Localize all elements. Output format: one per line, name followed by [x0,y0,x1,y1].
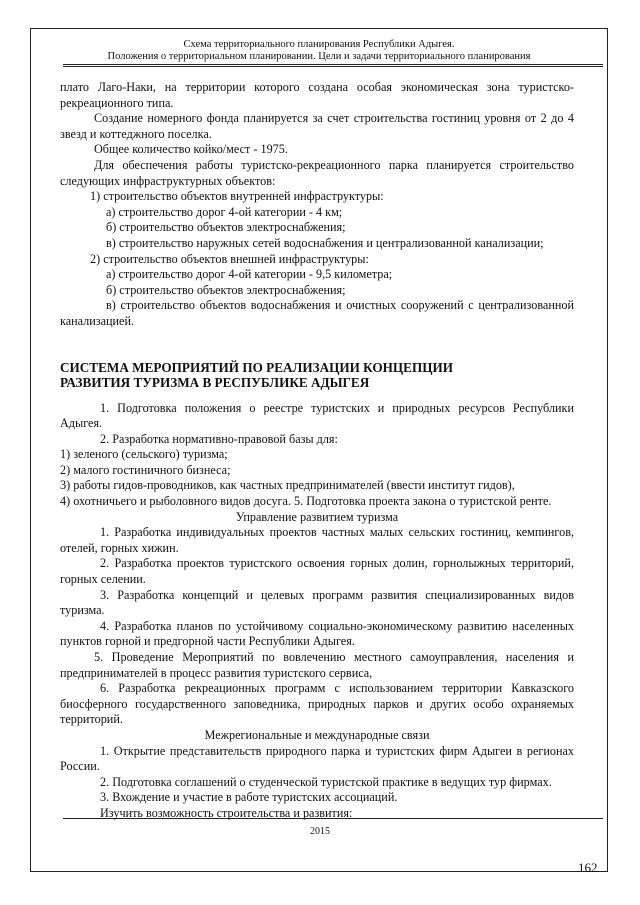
list-item: 3) работы гидов-проводников, как частных предпринимателей (ввести институт гидов), [60,478,515,493]
paragraph: Создание номерного фонда планируется за счет строительства гостиниц уровня от 2 до 4 звезд и коттеджного поселка. [60,111,574,141]
paragraph: 5. Проведение Мероприятий по вовлечению местного самоуправления, населения и предпринимателей в процесс развития туристского сервиса, [60,650,574,680]
paragraph: 6. Разработка рекреационных программ с использованием территории Кавказского биосферного государственного заповедника, природных парков и других особо охраняемых территорий. [60,681,574,727]
list-item: в) строительство объектов водоснабжения и очистных сооружений с централизованной канализацией. [60,298,574,328]
page-number: 162 [578,860,598,875]
list-item: 1) строительство объектов внутренней инфраструктуры: [90,189,384,204]
paragraph: 1. Подготовка положения о реестре туристских и природных ресурсов Республики Адыгея. [60,400,574,431]
list-item: 2) строительство объектов внешней инфраструктуры: [90,251,369,266]
list-item: в) строительство наружных сетей водоснабжения и централизованной канализации; [106,235,544,250]
list-item: 4) охотничьего и рыболовного видов досуга. 5. Подготовка проекта закона о туристской ренте. [60,494,552,509]
paragraph: Изучить возможность строительства и развития: [100,805,353,820]
list-item: б) строительство объектов электроснабжения; [106,220,346,235]
paragraph: 1. Разработка индивидуальных проектов частных малых сельских гостиниц, кемпингов, отелей, горных хижин. [60,525,574,555]
header-subtitle: Положения о территориальном планировании. Цели и задачи территориального планирования [107,51,531,62]
section-title-line1: СИСТЕМА МЕРОПРИЯТИЙ ПО РЕАЛИЗАЦИИ КОНЦЕПЦИИ [60,359,454,375]
footer-rule [63,818,603,819]
header-title: Схема территориального планирования Республики Адыгея. [183,39,455,50]
footer-year: 2015 [310,826,330,837]
list-item: 2) малого гостиничного бизнеса; [60,462,231,477]
subsection-title: Межрегиональные и международные связи [204,727,430,742]
paragraph: Общее количество койко/мест - 1975. [94,142,288,157]
paragraph: плато Лаго-Наки, на территории которого создана особая экономическая зона туристско-рекреационного типа. [60,80,574,110]
paragraph: 3. Вхождение и участие в работе туристских ассоциаций. [100,790,398,805]
section-title-line2: РАЗВИТИЯ ТУРИЗМА В РЕСПУБЛИКЕ АДЫГЕЯ [60,375,370,390]
subsection-title: Управление развитием туризма [235,509,399,524]
section-heading [60,360,574,391]
list-item: б) строительство объектов электроснабжения; [106,282,346,297]
list-item: а) строительство дорог 4-ой категории - 4 км; [106,204,343,219]
header-rule-top [63,64,603,65]
paragraph: 2. Разработка нормативно-правовой базы для: [100,431,338,446]
paragraph: 2. Подготовка соглашений о студенческой туристской практике в ведущих тур фирмах. [100,774,552,789]
paragraph: Для обеспечения работы туристско-рекреационного парка планируется строительство следующих инфраструктурных объектов: [60,157,574,188]
paragraph: 2. Разработка проектов туристского освоения горных долин, горнолыжных территорий, горных селении. [60,556,574,587]
paragraph: 1. Открытие представительств природного парка и туристских фирм Адыгеи в регионах России. [60,743,574,774]
list-item: 1) зеленого (сельского) туризма; [60,447,228,462]
document-body [60,80,574,822]
paragraph: 3. Разработка концепций и целевых программ развития специализированных видов туризма. [60,587,574,618]
list-item: а) строительство дорог 4-ой категории - 9,5 километра; [106,267,393,282]
paragraph: 4. Разработка планов по устойчивому социально-экономическому развитию населенных пунктов горной и предгорной части Республики Адыгея. [60,618,574,649]
header-rule-bottom [63,66,603,67]
